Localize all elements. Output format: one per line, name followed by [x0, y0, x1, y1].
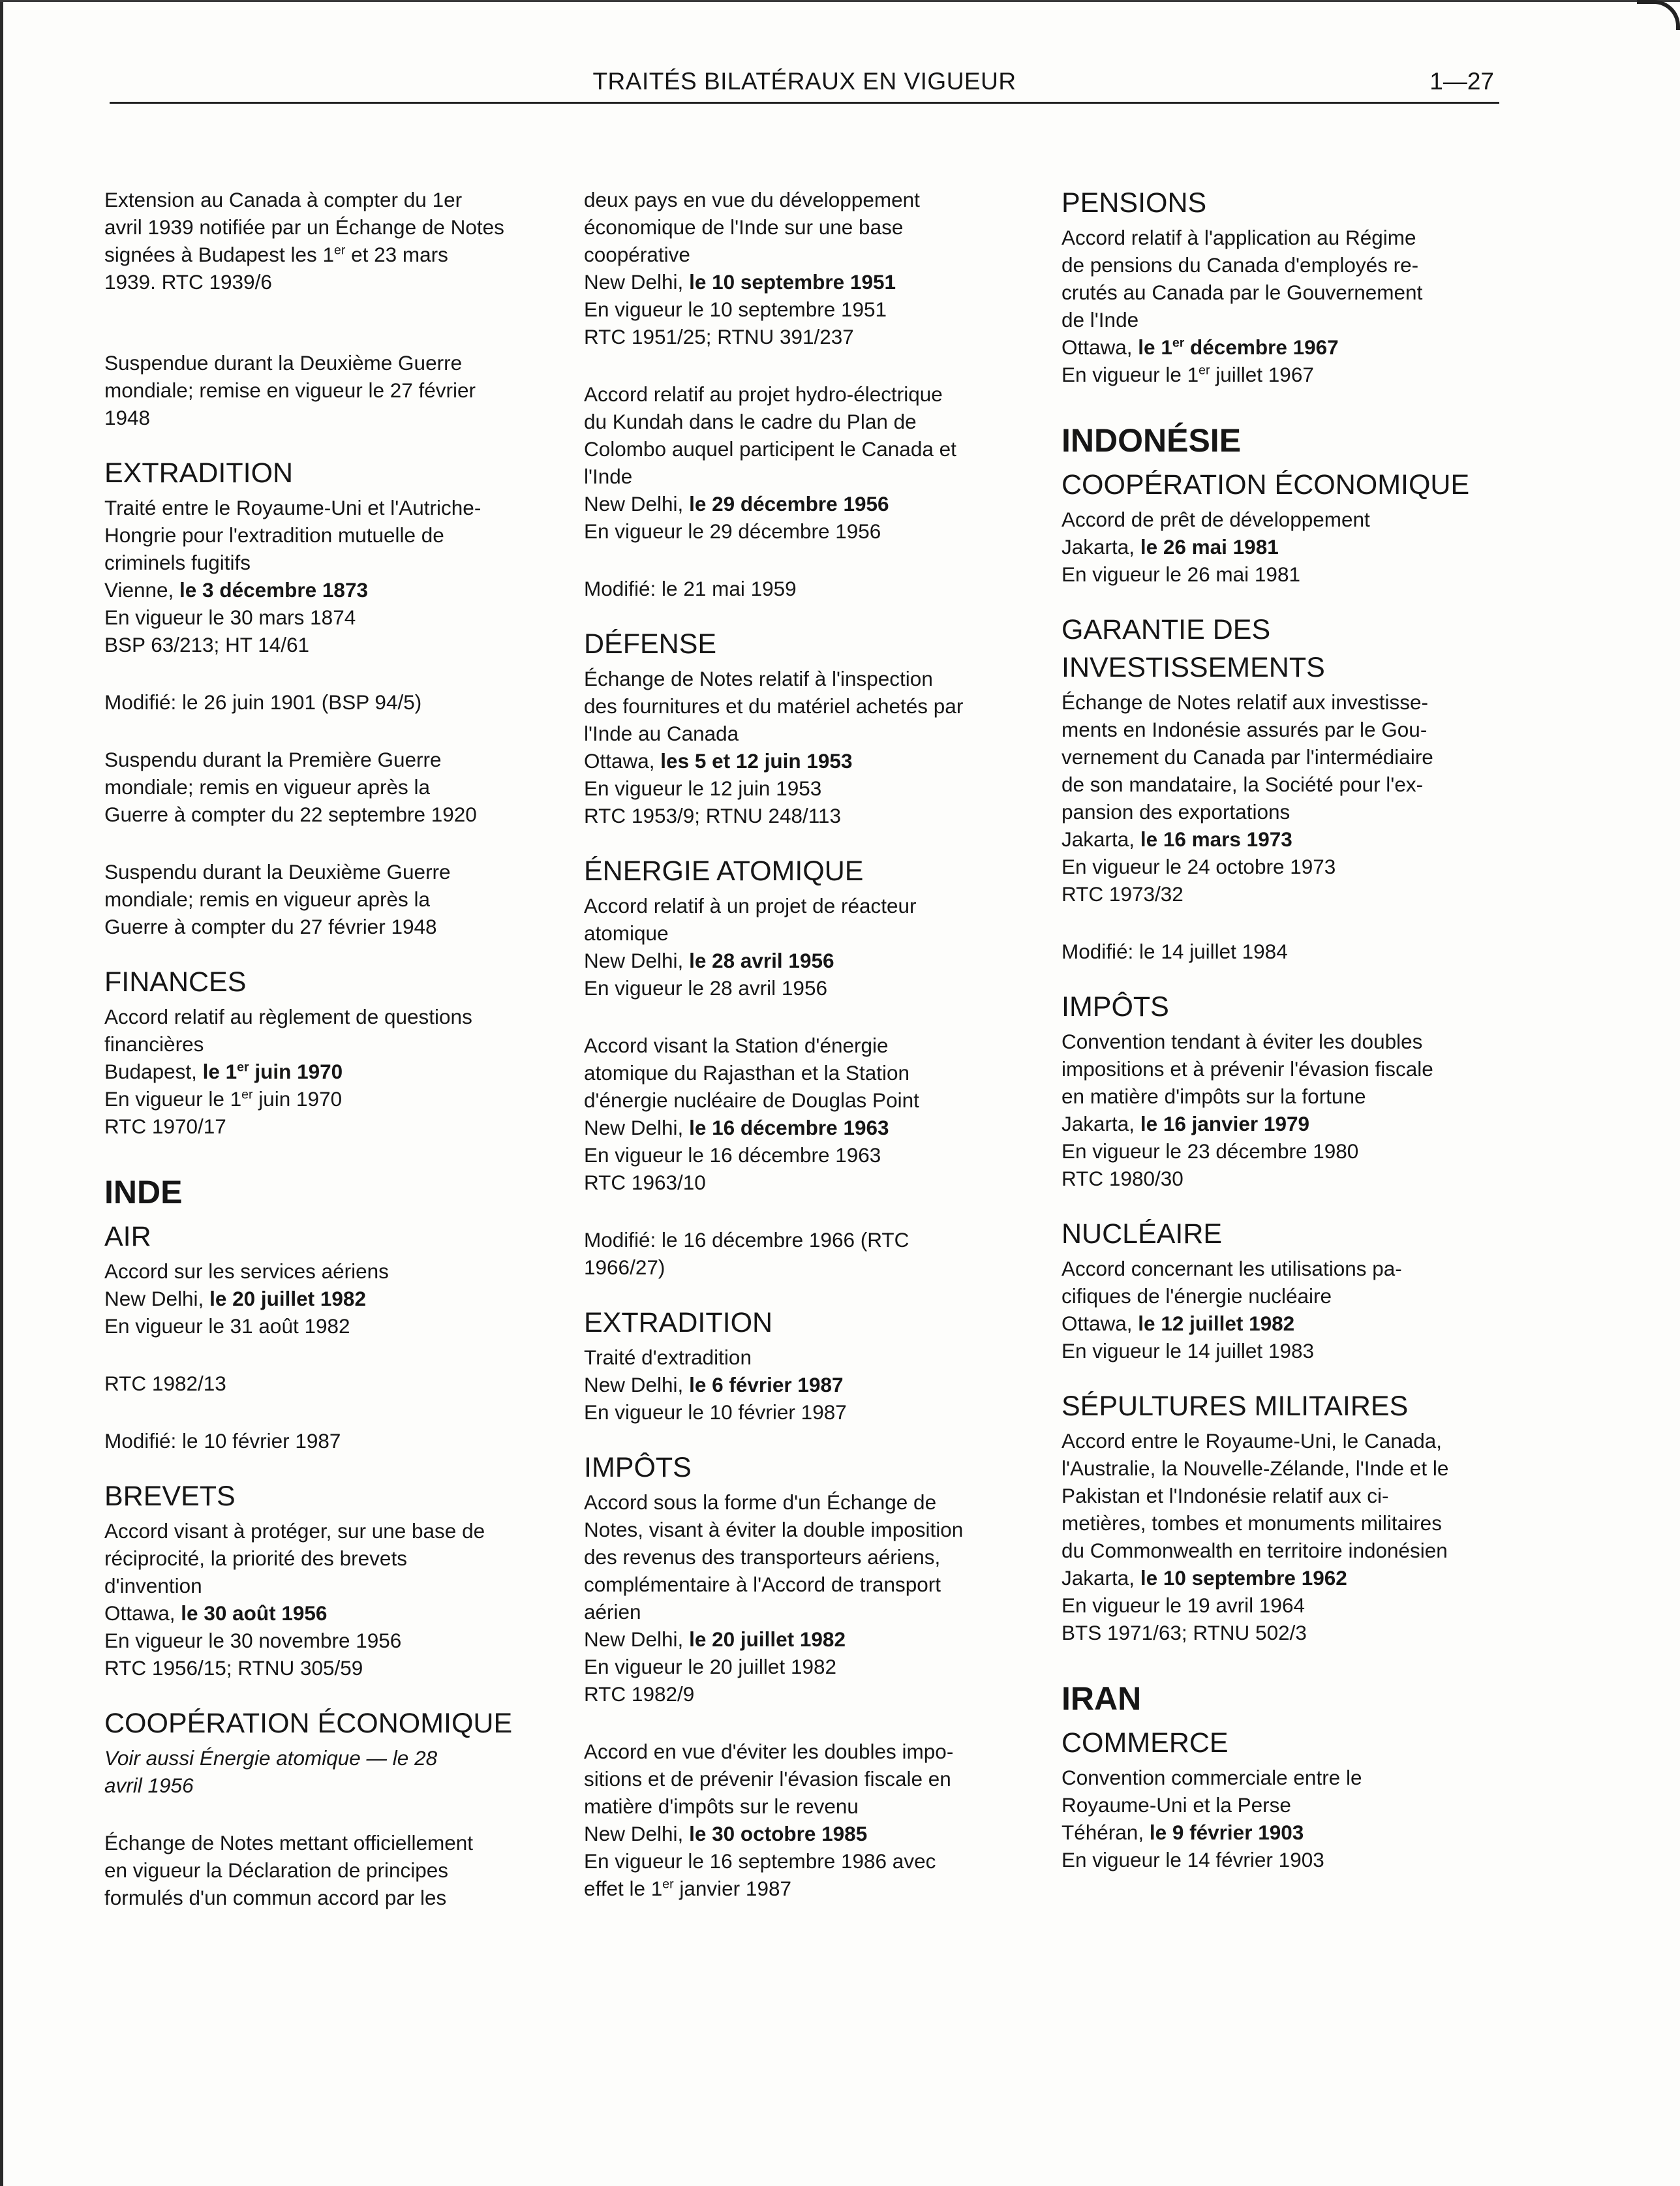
signing-date: le 30 août 1956 — [181, 1601, 328, 1625]
superscript: er — [662, 1877, 674, 1892]
entry-line: Guerre à compter du 27 février 1948 — [104, 915, 437, 938]
section-heading: FINANCES — [104, 966, 247, 998]
treaty-entry — [584, 1226, 1015, 1281]
column-2 — [584, 186, 1015, 1902]
paragraph-gap — [584, 350, 1015, 380]
treaty-entry — [104, 349, 535, 431]
entry-line: RTC 1982/13 — [104, 1372, 226, 1395]
entry-line: BTS 1971/63; RTNU 502/3 — [1061, 1621, 1307, 1644]
entry-line: En vigueur le 29 décembre 1956 — [584, 519, 881, 543]
superscript: er — [1199, 363, 1210, 378]
entry-line: financières — [104, 1032, 204, 1056]
entry-line: Jakarta, le 16 mars 1973 — [1061, 827, 1292, 851]
signing-date: le 10 septembre 1951 — [689, 270, 896, 294]
scan-edge-left — [0, 0, 3, 2186]
treaty-entry — [104, 1829, 535, 1911]
superscript: er — [237, 1060, 249, 1075]
entry-line: impositions et à prévenir l'évasion fiscale — [1061, 1057, 1433, 1081]
entry-line: Accord relatif au projet hydro-électrique — [584, 382, 943, 406]
entry-line: Accord relatif à un projet de réacteur — [584, 894, 917, 917]
treaty-entry — [104, 1517, 535, 1682]
treaty-entry — [1061, 1764, 1492, 1873]
entry-line: En vigueur le 1er juin 1970 — [104, 1087, 343, 1111]
entry-line: Ottawa, le 1er décembre 1967 — [1061, 335, 1339, 359]
country-heading: IRAN — [1061, 1680, 1142, 1717]
entry-line: RTC 1963/10 — [584, 1171, 706, 1194]
entry-line: des fournitures et du matériel achetés par — [584, 694, 964, 718]
entry-line: En vigueur le 12 juin 1953 — [584, 777, 822, 800]
section-heading: IMPÔTS — [584, 1452, 692, 1483]
entry-line: Jakarta, le 10 septembre 1962 — [1061, 1566, 1347, 1590]
section-heading: NUCLÉAIRE — [1061, 1218, 1223, 1250]
entry-line — [104, 1772, 535, 1799]
treaty-entry — [1061, 1255, 1492, 1364]
entry-line: formulés d'un commun accord par les — [104, 1886, 447, 1909]
signing-date: les 5 et 12 juin 1953 — [660, 749, 853, 773]
entry-line: Accord relatif au règlement de questions — [104, 1005, 472, 1028]
entry-line: RTC 1953/9; RTNU 248/113 — [584, 804, 841, 827]
entry-line: d'énergie nucléaire de Douglas Point — [584, 1088, 919, 1112]
entry-line: d'invention — [104, 1574, 202, 1597]
paragraph-gap — [584, 1002, 1015, 1032]
entry-line: mondiale; remise en vigueur le 27 février — [104, 378, 476, 402]
treaty-entry — [104, 1257, 535, 1340]
paragraph-gap — [584, 1196, 1015, 1226]
italic-text: avril 1956 — [104, 1774, 194, 1797]
section-heading: INVESTISSEMENTS — [1061, 652, 1325, 683]
entry-line: BSP 63/213; HT 14/61 — [104, 633, 310, 656]
entry-line: En vigueur le 24 octobre 1973 — [1061, 855, 1336, 878]
entry-line: En vigueur le 10 septembre 1951 — [584, 298, 887, 321]
entry-line: RTC 1982/9 — [584, 1682, 695, 1706]
entry-line: Budapest, le 1er juin 1970 — [104, 1060, 343, 1083]
entry-line: Suspendu durant la Deuxième Guerre — [104, 860, 451, 884]
treaty-entry — [1061, 506, 1492, 588]
signing-date: le 12 juillet 1982 — [1138, 1312, 1295, 1335]
superscript: er — [334, 243, 346, 258]
country-heading: INDONÉSIE — [1061, 422, 1242, 459]
entry-line: RTC 1956/15; RTNU 305/59 — [104, 1656, 363, 1680]
entry-line: l'Inde au Canada — [584, 722, 739, 745]
entry-line: New Delhi, le 16 décembre 1963 — [584, 1116, 889, 1139]
treaty-entry — [104, 688, 535, 716]
section-heading: COMMERCE — [1061, 1727, 1229, 1759]
entry-line: RTC 1951/25; RTNU 391/237 — [584, 325, 854, 348]
entry-line: Échange de Notes mettant officiellement — [104, 1831, 474, 1855]
entry-line: l'Australie, la Nouvelle-Zélande, l'Inde et le — [1061, 1456, 1449, 1480]
entry-line: New Delhi, le 28 avril 1956 — [584, 949, 834, 972]
treaty-entry — [584, 380, 1015, 545]
entry-line: En vigueur le 1er juillet 1967 — [1061, 363, 1314, 386]
entry-line: de pensions du Canada d'employés re- — [1061, 253, 1419, 277]
treaty-entry — [584, 1032, 1015, 1196]
entry-line: pansion des exportations — [1061, 800, 1291, 824]
entry-line: Jakarta, le 26 mai 1981 — [1061, 535, 1279, 559]
scan-edge-top — [0, 0, 1680, 2]
treaty-entry — [104, 1370, 535, 1397]
section-heading: EXTRADITION — [584, 1307, 773, 1338]
treaty-entry — [104, 746, 535, 828]
entry-line: En vigueur le 28 avril 1956 — [584, 976, 827, 1000]
entry-line: Convention commerciale entre le — [1061, 1766, 1362, 1789]
entry-line: Suspendue durant la Deuxième Guerre — [104, 351, 463, 375]
signing-date: le 9 février 1903 — [1149, 1821, 1304, 1844]
entry-line: 1948 — [104, 406, 151, 429]
entry-line: signées à Budapest les 1er et 23 mars — [104, 243, 448, 266]
entry-line: Accord sur les services aériens — [104, 1259, 389, 1283]
entry-line: atomique — [584, 921, 669, 945]
paragraph-gap — [104, 828, 535, 858]
entry-line: mondiale; remis en vigueur après la — [104, 887, 431, 911]
entry-line: Convention tendant à éviter les doubles — [1061, 1030, 1423, 1053]
signing-date: le 20 juillet 1982 — [209, 1287, 366, 1310]
entry-line: Modifié: le 10 février 1987 — [104, 1429, 341, 1453]
signing-date: le 29 décembre 1956 — [689, 492, 889, 516]
entry-line: Accord en vue d'éviter les doubles impo- — [584, 1740, 954, 1763]
treaty-entry — [1061, 224, 1492, 388]
entry-line: New Delhi, le 6 février 1987 — [584, 1373, 844, 1396]
page-number: 1—27 — [1429, 68, 1494, 95]
treaty-entry — [104, 186, 535, 296]
signing-date: le 30 octobre 1985 — [689, 1822, 868, 1845]
entry-line: En vigueur le 14 juillet 1983 — [1061, 1339, 1315, 1362]
section-heading: EXTRADITION — [104, 457, 294, 489]
entry-line: Accord entre le Royaume-Uni, le Canada, — [1061, 1429, 1443, 1453]
italic-text: Voir aussi Énergie atomique — le 28 — [104, 1746, 438, 1770]
treaty-entry — [584, 1738, 1015, 1902]
signing-date: le 16 décembre 1963 — [689, 1116, 889, 1139]
entry-line: effet le 1er janvier 1987 — [584, 1877, 791, 1900]
entry-line: Suspendu durant la Première Guerre — [104, 748, 442, 771]
signing-date: le 20 juillet 1982 — [689, 1627, 846, 1651]
entry-line: de son mandataire, la Société pour l'ex- — [1061, 773, 1424, 796]
entry-line: Échange de Notes relatif à l'inspection — [584, 667, 933, 690]
entry-line: New Delhi, le 10 septembre 1951 — [584, 270, 896, 294]
signing-date: le 1er décembre 1967 — [1138, 335, 1339, 359]
entry-line: New Delhi, le 30 octobre 1985 — [584, 1822, 868, 1845]
entry-line: New Delhi, le 29 décembre 1956 — [584, 492, 889, 516]
paragraph-gap — [104, 716, 535, 746]
entry-line: deux pays en vue du développement — [584, 188, 920, 211]
treaty-entry — [584, 186, 1015, 350]
entry-line — [104, 1744, 535, 1772]
entry-line: Extension au Canada à compter du 1er — [104, 188, 463, 211]
signing-date: le 6 février 1987 — [689, 1373, 844, 1396]
treaty-entry — [584, 892, 1015, 1002]
entry-line: réciprocité, la priorité des brevets — [104, 1547, 407, 1570]
entry-line: en matière d'impôts sur la fortune — [1061, 1085, 1366, 1108]
entry-line: New Delhi, le 20 juillet 1982 — [584, 1627, 846, 1651]
paragraph-gap — [104, 658, 535, 688]
section-heading: SÉPULTURES MILITAIRES — [1061, 1391, 1409, 1422]
entry-line: En vigueur le 16 septembre 1986 avec — [584, 1849, 936, 1873]
entry-line: Notes, visant à éviter la double imposition — [584, 1518, 964, 1541]
entry-line: Accord sous la forme d'un Échange de — [584, 1490, 937, 1514]
treaty-entry — [104, 858, 535, 940]
entry-line: criminels fugitifs — [104, 551, 251, 574]
entry-line: sitions et de prévenir l'évasion fiscale en — [584, 1767, 951, 1791]
paragraph-gap — [104, 1397, 535, 1427]
superscript: er — [1172, 335, 1185, 350]
treaty-entry — [104, 1427, 535, 1455]
entry-line: En vigueur le 20 juillet 1982 — [584, 1655, 837, 1678]
column-1 — [104, 186, 535, 1911]
running-title: TRAITÉS BILATÉRAUX EN VIGUEUR — [592, 68, 1016, 95]
entry-line: de l'Inde — [1061, 308, 1139, 331]
entry-line: Hongrie pour l'extradition mutuelle de — [104, 523, 444, 547]
entry-line: Accord de prêt de développement — [1061, 508, 1370, 531]
entry-line: Accord relatif à l'application au Régime — [1061, 226, 1416, 249]
entry-line: Échange de Notes relatif aux investisse- — [1061, 690, 1429, 714]
treaty-entry — [584, 1344, 1015, 1426]
entry-line: complémentaire à l'Accord de transport — [584, 1573, 941, 1596]
running-header — [110, 65, 1499, 104]
entry-line: Ottawa, le 30 août 1956 — [104, 1601, 328, 1625]
section-heading: BREVETS — [104, 1481, 236, 1512]
entry-line: ments en Indonésie assurés par le Gou- — [1061, 718, 1428, 741]
signing-date: le 3 décembre 1873 — [179, 578, 368, 602]
entry-line: atomique du Rajasthan et la Station — [584, 1061, 910, 1085]
entry-line: mondiale; remis en vigueur après la — [104, 775, 431, 799]
entry-line: l'Inde — [584, 465, 633, 488]
entry-line: Accord concernant les utilisations pa- — [1061, 1257, 1402, 1280]
section-heading: AIR — [104, 1221, 151, 1252]
treaty-entry — [1061, 938, 1492, 965]
treaty-entry — [104, 1003, 535, 1140]
treaty-entry — [1061, 1028, 1492, 1192]
entry-line: Royaume-Uni et la Perse — [1061, 1793, 1291, 1817]
entry-line: Modifié: le 21 mai 1959 — [584, 577, 797, 600]
entry-line: coopérative — [584, 243, 690, 266]
paragraph-gap — [584, 545, 1015, 575]
entry-line: vernement du Canada par l'intermédiaire — [1061, 745, 1433, 769]
entry-line: Guerre à compter du 22 septembre 1920 — [104, 803, 477, 826]
entry-line: 1939. RTC 1939/6 — [104, 270, 272, 294]
entry-line: Vienne, le 3 décembre 1873 — [104, 578, 368, 602]
treaty-entry — [584, 1488, 1015, 1708]
section-heading: GARANTIE DES — [1061, 614, 1271, 645]
treaty-entry — [1061, 1427, 1492, 1646]
entry-line: En vigueur le 14 février 1903 — [1061, 1848, 1324, 1871]
entry-line: en vigueur la Déclaration de principes — [104, 1858, 449, 1882]
entry-line: Ottawa, le 12 juillet 1982 — [1061, 1312, 1295, 1335]
entry-line: Ottawa, les 5 et 12 juin 1953 — [584, 749, 853, 773]
entry-line: du Kundah dans le cadre du Plan de — [584, 410, 917, 433]
paragraph-gap — [584, 1708, 1015, 1738]
entry-line: cifiques de l'énergie nucléaire — [1061, 1284, 1332, 1308]
entry-line: économique de l'Inde sur une base — [584, 215, 904, 239]
entry-line: En vigueur le 19 avril 1964 — [1061, 1593, 1305, 1617]
paragraph-gap — [104, 296, 535, 349]
page-curl — [1637, 0, 1680, 30]
signing-date: le 16 janvier 1979 — [1140, 1112, 1310, 1135]
signing-date: le 1er juin 1970 — [202, 1060, 343, 1083]
entry-line: Traité d'extradition — [584, 1346, 752, 1369]
entry-line: crutés au Canada par le Gouvernement — [1061, 281, 1423, 304]
treaty-entry — [584, 575, 1015, 602]
entry-line: aérien — [584, 1600, 641, 1624]
section-heading: COOPÉRATION ÉCONOMIQUE — [1061, 469, 1470, 500]
entry-line: En vigueur le 30 mars 1874 — [104, 606, 356, 629]
entry-line: En vigueur le 31 août 1982 — [104, 1314, 350, 1338]
entry-line: RTC 1970/17 — [104, 1115, 226, 1138]
treaty-entry — [584, 665, 1015, 829]
entry-line: En vigueur le 10 février 1987 — [584, 1400, 847, 1424]
entry-line: Jakarta, le 16 janvier 1979 — [1061, 1112, 1310, 1135]
section-heading: ÉNERGIE ATOMIQUE — [584, 855, 864, 887]
entry-line: New Delhi, le 20 juillet 1982 — [104, 1287, 366, 1310]
paragraph-gap — [104, 1799, 535, 1829]
entry-line: du Commonwealth en territoire indonésien — [1061, 1539, 1448, 1562]
entry-line: Modifié: le 16 décembre 1966 (RTC — [584, 1228, 909, 1252]
signing-date: le 10 septembre 1962 — [1140, 1566, 1347, 1590]
treaty-entry — [104, 494, 535, 658]
entry-line: Modifié: le 26 juin 1901 (BSP 94/5) — [104, 690, 422, 714]
superscript: er — [241, 1087, 253, 1102]
entry-line: En vigueur le 16 décembre 1963 — [584, 1143, 881, 1167]
section-heading: COOPÉRATION ÉCONOMIQUE — [104, 1708, 513, 1739]
entry-line: Pakistan et l'Indonésie relatif aux ci- — [1061, 1484, 1389, 1507]
entry-line: En vigueur le 26 mai 1981 — [1061, 562, 1300, 586]
section-heading: IMPÔTS — [1061, 991, 1169, 1023]
entry-line: Accord visant la Station d'énergie — [584, 1034, 889, 1057]
column-3 — [1061, 186, 1492, 1873]
entry-line: des revenus des transporteurs aériens, — [584, 1545, 941, 1569]
section-heading: DÉFENSE — [584, 628, 717, 660]
paragraph-gap — [104, 1340, 535, 1370]
entry-line: Modifié: le 14 juillet 1984 — [1061, 940, 1288, 963]
entry-line: En vigueur le 23 décembre 1980 — [1061, 1139, 1359, 1163]
entry-line: Téhéran, le 9 février 1903 — [1061, 1821, 1304, 1844]
entry-line: avril 1939 notifiée par un Échange de Notes — [104, 215, 504, 239]
country-heading: INDE — [104, 1174, 183, 1210]
treaty-entry — [104, 1744, 535, 1799]
signing-date: le 28 avril 1956 — [689, 949, 834, 972]
treaty-entry — [1061, 688, 1492, 908]
signing-date: le 16 mars 1973 — [1140, 827, 1292, 851]
entry-line: Traité entre le Royaume-Uni et l'Autriche- — [104, 496, 481, 519]
entry-line: RTC 1980/30 — [1061, 1167, 1184, 1190]
entry-line: matière d'impôts sur le revenu — [584, 1794, 859, 1818]
entry-line: Accord visant à protéger, sur une base de — [104, 1519, 485, 1543]
entry-line: metières, tombes et monuments militaires — [1061, 1511, 1442, 1535]
entry-line: En vigueur le 30 novembre 1956 — [104, 1629, 402, 1652]
paragraph-gap — [1061, 908, 1492, 938]
entry-line: RTC 1973/32 — [1061, 882, 1184, 906]
entry-line: 1966/27) — [584, 1255, 665, 1279]
section-heading: PENSIONS — [1061, 187, 1207, 219]
signing-date: le 26 mai 1981 — [1140, 535, 1279, 559]
entry-line: Colombo auquel participent le Canada et — [584, 437, 956, 461]
